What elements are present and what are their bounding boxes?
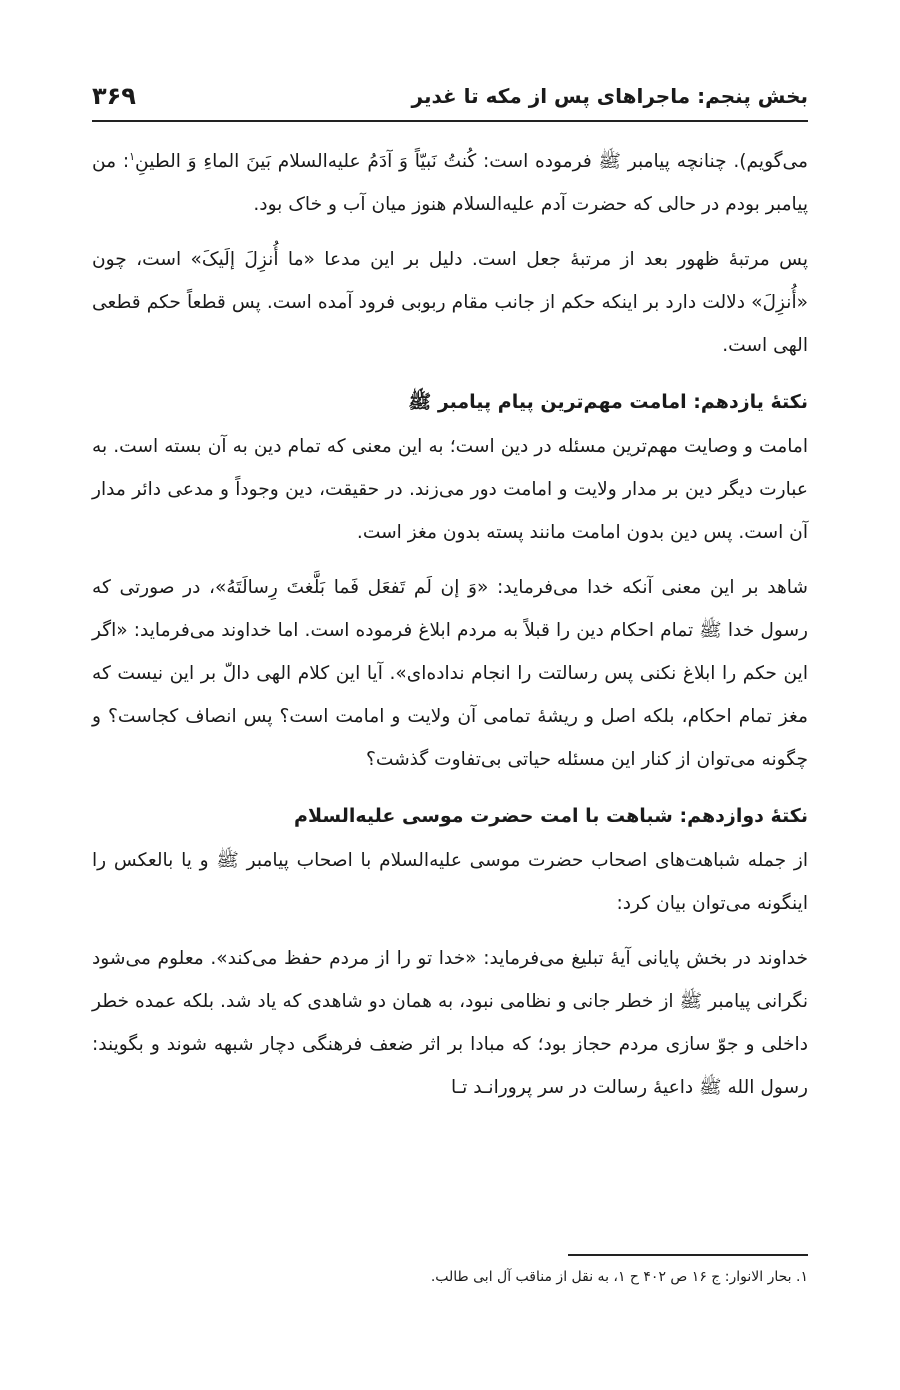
header-title: بخش پنجم: ماجراهای پس از مکه تا غدیر <box>411 84 808 108</box>
paragraph-5: از جمله شباهت‌های اصحاب حضرت موسی علیه‌السلام با اصحاب پیامبر ﷺ و یا بالعکس را اینگونه می‌توان بیان کرد: <box>92 850 808 914</box>
paragraph-1 <box>92 140 808 226</box>
body-text <box>92 140 808 1121</box>
book-page <box>92 0 808 1390</box>
paragraph-1-continuation: : من پیامبر بودم در حالی که حضرت آدم علیه‌السلام هنوز میان آب و خاک بود. <box>92 151 808 215</box>
footnote-divider <box>568 1254 808 1256</box>
footnote: ۱. بحار الانوار: ج ۱۶ ص ۴۰۲ ح ۱، به نقل از مناقب آل ابی طالب. <box>430 1269 808 1285</box>
page-number: ۳۶۹ <box>92 82 136 110</box>
header-divider <box>92 120 808 122</box>
paragraph-6: خداوند در بخش پایانی آیۀ تبلیغ می‌فرماید: «خدا تو را از مردم حفظ می‌کند». معلوم می‌شود نگرانی پیامبر ﷺ از خطر جانی و نظامی نبود، به همان دو شاهدی که یاد شد. بلکه عمده خطر داخلی و جوّ سازی مردم حجاز بود؛ که مبادا بر اثر ضعف فرهنگی دچار شبهه شوند و بگویند: رسول الله ﷺ داعیۀ رسالت در سر پرورانـد تـا <box>92 948 808 1098</box>
paragraph-3: امامت و وصایت مهم‌ترین مسئله در دین است؛ به این معنی که تمام دین به آن بسته است. به عبارت دیگر دین بر مدار ولایت و امامت دور می‌زند. در حقیقت، دین وجوداً و مدعی دائر مدار آن است. پس دین بدون امامت مانند پسته بدون مغز است. <box>92 436 808 543</box>
section-heading-12: نکتۀ دوازدهم: شباهت با امت حضرت موسی علیه‌السلام <box>294 805 808 827</box>
paragraph-2: پس مرتبۀ ظهور بعد از مرتبۀ جعل است. دلیل بر این مدعا «ما أُنزِلَ إلَیکَ» است، چون «أُنزِلَ» دلالت دارد بر اینکه حکم از جانب مقام ربوبی فرود آمده است. پس قطعاً حکم قطعی الهی است. <box>92 249 808 356</box>
running-header <box>92 74 808 118</box>
footnote-reference[interactable]: ۱ <box>129 149 136 163</box>
section-heading-11: نکتۀ یازدهم: امامت مهم‌ترین پیام پیامبر ﷺ <box>408 391 808 413</box>
paragraph-4: شاهد بر این معنی آنکه خدا می‌فرماید: «وَ إن لَم تَفعَل فَما بَلَّغتَ رِسالَتَهُ»، در صورتی که رسول خدا ﷺ تمام احکام دین را قبلاً به مردم ابلاغ فرموده است. اما خداوند می‌فرماید: «اگر این حکم را ابلاغ نکنی پس رسالتت را انجام نداده‌ای». آیا این کلام الهی دالّ بر این نیست که مغز تمام احکام، بلکه اصل و ریشۀ تمامی آن ولایت و امامت است؟ پس انصاف کجاست؟ و چگونه می‌توان از کنار این مسئله حیاتی بی‌تفاوت گذشت؟ <box>92 577 808 770</box>
paragraph-1-text: می‌گویم). چنانچه پیامبر ﷺ فرموده است: کُنتُ نَبیّاً وَ آدَمُ علیه‌السلام بَینَ الماءِ وَ الطینِ <box>135 151 808 172</box>
